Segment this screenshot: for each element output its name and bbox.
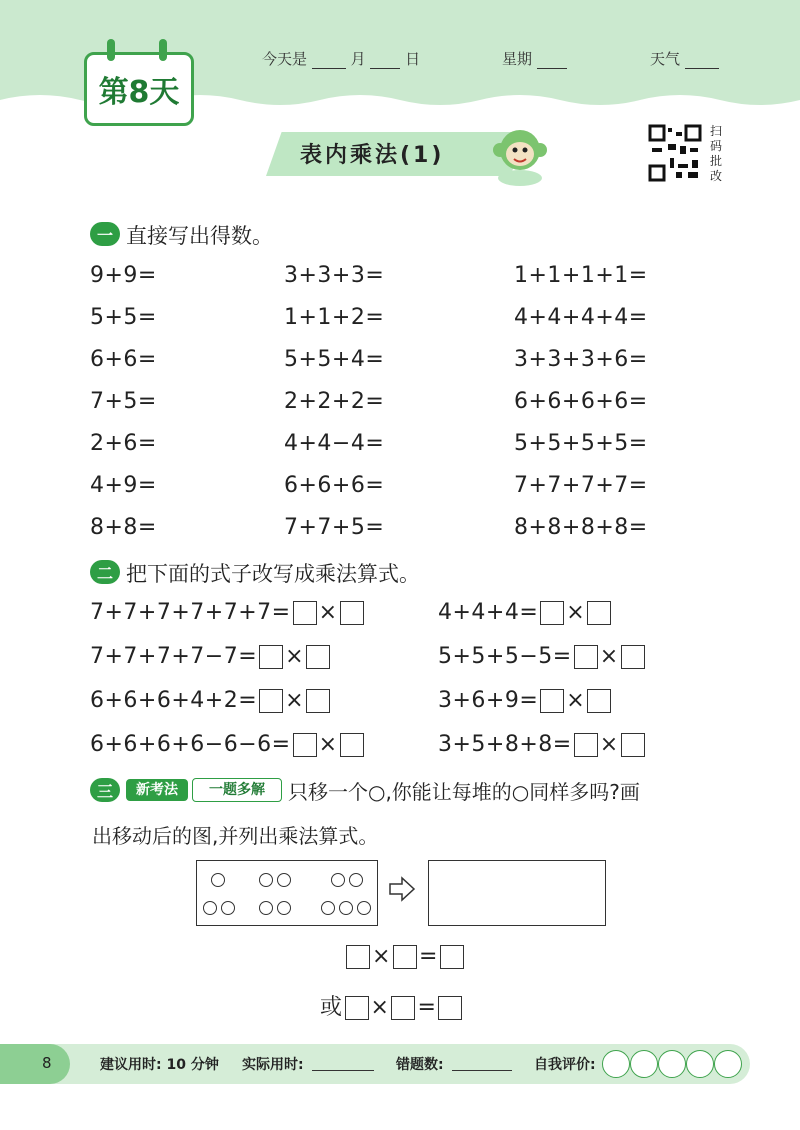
answer-box[interactable] xyxy=(293,601,317,625)
section3-prompt-line2: 出移动后的图,并列出乘法算式。 xyxy=(92,824,379,848)
monkey-mascot-icon xyxy=(490,120,550,190)
actual-time-blank[interactable] xyxy=(312,1070,374,1071)
circle-icon xyxy=(349,873,363,887)
answer-box[interactable] xyxy=(540,689,564,713)
day-badge xyxy=(84,52,194,126)
date-field: 今天是 月 日 xyxy=(262,50,421,68)
equation: 3+3+3+6= xyxy=(514,347,648,372)
rewrite-row: 7+7+7+7−7= × xyxy=(90,644,332,669)
rewrite-row: 6+6+6+6−6−6= × xyxy=(90,732,366,757)
answer-box[interactable] xyxy=(587,689,611,713)
circle-icon xyxy=(277,873,291,887)
answer-box[interactable] xyxy=(340,601,364,625)
section-number-badge: 一 xyxy=(90,222,120,246)
circle-icon xyxy=(277,901,291,915)
equation: 7+5= xyxy=(90,389,157,414)
equation: 8+8+8+8= xyxy=(514,515,648,540)
weekday-field: 星期 xyxy=(502,48,567,69)
actual-time-label: 实际用时: xyxy=(242,1057,304,1073)
equation: 6+6+6= xyxy=(284,473,385,498)
answer-box[interactable] xyxy=(574,733,598,757)
rewrite-row: 3+6+9= × xyxy=(438,688,613,713)
rating-face-icon[interactable] xyxy=(686,1050,714,1078)
circle-icon xyxy=(221,901,235,915)
answer-box[interactable] xyxy=(306,689,330,713)
alternative-answer-row: 或 × = xyxy=(320,990,464,1021)
circle-icon xyxy=(211,873,225,887)
rewrite-row: 4+4+4= × xyxy=(438,600,613,625)
weather-blank[interactable] xyxy=(685,68,719,69)
suggested-time: 建议用时: 10 分钟 xyxy=(100,1057,219,1073)
answer-box[interactable] xyxy=(393,945,417,969)
answer-box[interactable] xyxy=(293,733,317,757)
drawing-answer-box[interactable] xyxy=(428,860,606,926)
equation: 6+6= xyxy=(90,347,157,372)
section1-title: 直接写出得数。 xyxy=(126,224,273,248)
equation: 6+6+6+6= xyxy=(514,389,648,414)
circle-groups-box xyxy=(196,860,378,926)
answer-box[interactable] xyxy=(259,689,283,713)
circle-icon xyxy=(203,901,217,915)
equation: 2+2+2= xyxy=(284,389,385,414)
circle-icon xyxy=(331,873,345,887)
rewrite-row: 7+7+7+7+7+7= × xyxy=(90,600,366,625)
answer-box[interactable] xyxy=(540,601,564,625)
equation: 2+6= xyxy=(90,431,157,456)
equation: 4+4+4+4= xyxy=(514,305,648,330)
circle-icon xyxy=(339,901,353,915)
equation: 7+7+5= xyxy=(284,515,385,540)
circle-icon xyxy=(259,901,273,915)
calendar-ring-icon xyxy=(159,39,167,61)
multiplication-answer-row: × = xyxy=(344,944,466,969)
self-eval-label: 自我评价: xyxy=(534,1057,596,1073)
equation: 3+3+3= xyxy=(284,263,385,288)
errors-blank[interactable] xyxy=(452,1070,512,1071)
answer-box[interactable] xyxy=(340,733,364,757)
rating-face-icon[interactable] xyxy=(714,1050,742,1078)
section2-title: 把下面的式子改写成乘法算式。 xyxy=(126,562,420,586)
rewrite-row: 5+5+5−5= × xyxy=(438,644,647,669)
circle-icon xyxy=(259,873,273,887)
answer-box[interactable] xyxy=(587,601,611,625)
section-number-badge: 三 xyxy=(90,778,120,802)
new-method-tag: 新考法 xyxy=(126,779,188,801)
multi-solution-tag: 一题多解 xyxy=(192,778,282,802)
errors-label: 错题数: xyxy=(396,1057,444,1073)
answer-box[interactable] xyxy=(440,945,464,969)
equation: 4+9= xyxy=(90,473,157,498)
answer-box[interactable] xyxy=(306,645,330,669)
month-blank[interactable] xyxy=(312,68,346,69)
answer-box[interactable] xyxy=(346,945,370,969)
equation: 5+5+4= xyxy=(284,347,385,372)
rewrite-row: 6+6+6+4+2= × xyxy=(90,688,332,713)
equation: 7+7+7+7= xyxy=(514,473,648,498)
calendar-ring-icon xyxy=(107,39,115,61)
scan-label: 扫码批改 xyxy=(709,124,722,183)
equation: 4+4−4= xyxy=(284,431,385,456)
equation: 5+5+5+5= xyxy=(514,431,648,456)
equation: 1+1+1+1= xyxy=(514,263,648,288)
equation: 1+1+2= xyxy=(284,305,385,330)
rating-face-icon[interactable] xyxy=(602,1050,630,1078)
rating-face-icon[interactable] xyxy=(658,1050,686,1078)
section-number-badge: 二 xyxy=(90,560,120,584)
answer-box[interactable] xyxy=(259,645,283,669)
section3-prompt-line1: 只移一个○,你能让每堆的○同样多吗?画 xyxy=(288,780,640,804)
weekday-blank[interactable] xyxy=(537,68,567,69)
answer-box[interactable] xyxy=(438,996,462,1020)
page-title: 表内乘法(1) xyxy=(300,143,445,168)
day-number: 第8天 xyxy=(98,75,180,110)
rewrite-row: 3+5+8+8= × xyxy=(438,732,647,757)
qr-code-icon[interactable] xyxy=(648,124,702,182)
rating-face-icon[interactable] xyxy=(630,1050,658,1078)
equation: 5+5= xyxy=(90,305,157,330)
answer-box[interactable] xyxy=(391,996,415,1020)
circle-icon xyxy=(321,901,335,915)
answer-box[interactable] xyxy=(621,733,645,757)
equation: 9+9= xyxy=(90,263,157,288)
day-blank[interactable] xyxy=(370,68,400,69)
answer-box[interactable] xyxy=(621,645,645,669)
equation: 8+8= xyxy=(90,515,157,540)
weather-field: 天气 xyxy=(650,48,719,69)
page-number-tab xyxy=(0,1044,70,1084)
circle-icon xyxy=(357,901,371,915)
arrow-right-icon xyxy=(388,876,416,902)
page-number: 8 xyxy=(42,1054,52,1072)
answer-box[interactable] xyxy=(345,996,369,1020)
answer-box[interactable] xyxy=(574,645,598,669)
